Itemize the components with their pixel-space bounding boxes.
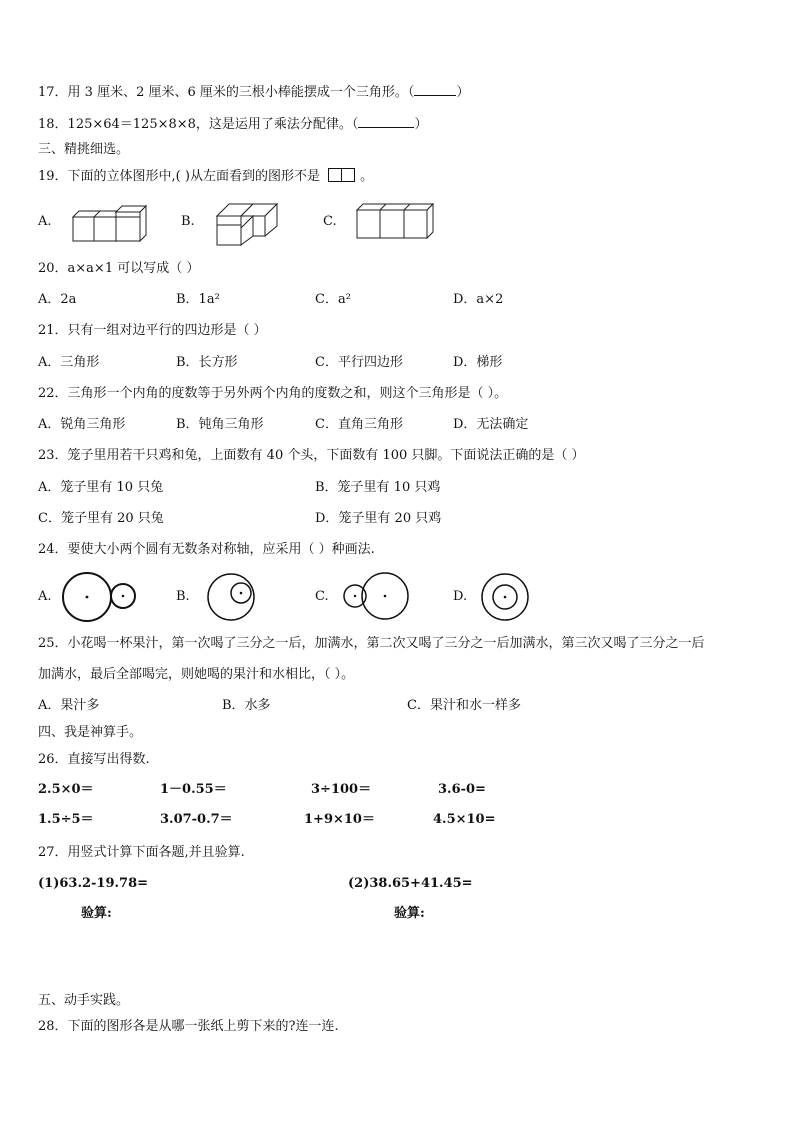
q19-option-c-label[interactable]: C. — [323, 214, 337, 229]
q23-text: 23．笼子里用若干只鸡和兔，上面数有 40 个头，下面数有 100 只脚。下面说法正确的是（ ） — [38, 448, 585, 463]
two-squares-icon — [328, 168, 356, 182]
q23-option-b[interactable]: B．笼子里有 10 只鸡 — [315, 480, 441, 495]
q25-option-a[interactable]: A．果汁多 — [38, 698, 100, 713]
q22-option-d[interactable]: D．无法确定 — [453, 417, 529, 432]
q19-line — [38, 168, 373, 185]
q25-line2: 加满水，最后全部喝完，则她喝的果汁和水相比，（ ）。 — [38, 667, 355, 682]
q26-row1-item1: 2.5×0＝ — [38, 782, 94, 797]
q18-line — [38, 115, 427, 133]
q21-option-d[interactable]: D．梯形 — [453, 355, 503, 370]
q27-item1: (1)63.2-19.78= — [38, 876, 149, 891]
q24-text: 24．要使大小两个圆有无数条对称轴，应采用（ ）种画法. — [38, 542, 375, 557]
q22-option-c[interactable]: C．直角三角形 — [315, 417, 403, 432]
q21-option-c[interactable]: C．平行四边形 — [315, 355, 403, 370]
q17-line — [38, 83, 469, 101]
q24-option-a-circles-figure — [60, 571, 140, 623]
q27-check1-label: 验算: — [81, 906, 112, 921]
q20-option-d[interactable]: D．a×2 — [453, 292, 504, 307]
q21-option-a[interactable]: A．三角形 — [38, 355, 100, 370]
q24-option-c-circles-figure — [340, 571, 412, 623]
q23-option-a[interactable]: A．笼子里有 10 只兔 — [38, 480, 164, 495]
q17-answer-blank[interactable] — [414, 83, 456, 96]
q20-text: 20．a×a×1 可以写成（ ） — [38, 261, 200, 276]
q19-option-a-label[interactable]: A. — [38, 214, 52, 229]
q20-option-a[interactable]: A．2a — [38, 292, 77, 307]
q18-answer-blank[interactable] — [358, 115, 414, 128]
q20-option-c[interactable]: C．a² — [315, 292, 351, 307]
q26-row1-item2: 1－0.55＝ — [160, 782, 227, 797]
q18-text: 18．125×64＝125×8×8，这是运用了乘法分配律。（ — [38, 117, 359, 132]
q23-option-c[interactable]: C．笼子里有 20 只兔 — [38, 511, 164, 526]
section4-title: 四、我是神算手。 — [38, 725, 143, 740]
q24-option-b-label[interactable]: B. — [176, 589, 190, 604]
section5-title: 五、动手实践。 — [38, 993, 130, 1008]
q25-option-b[interactable]: B．水多 — [222, 698, 271, 713]
q27-item2: (2)38.65+41.45= — [348, 876, 473, 891]
q19-option-c-cube-figure — [354, 200, 436, 242]
q24-option-a-label[interactable]: A. — [38, 589, 52, 604]
q18-close: ） — [414, 117, 428, 132]
q26-row2-item3: 1+9×10＝ — [304, 812, 375, 827]
q25-line1: 25．小花喝一杯果汁，第一次喝了三分之一后，加满水，第二次又喝了三分之一后加满水，第三次又喝了三分之一后 — [38, 636, 705, 651]
q21-text: 21．只有一组对边平行的四边形是（ ） — [38, 323, 267, 338]
q19-option-b-cube-figure — [213, 200, 283, 248]
q27-check2-label: 验算: — [394, 906, 425, 921]
q24-option-d-circles-figure — [478, 571, 534, 623]
q21-option-b[interactable]: B．长方形 — [176, 355, 238, 370]
q19-option-b-label[interactable]: B. — [181, 214, 195, 229]
q25-option-c[interactable]: C．果汁和水一样多 — [407, 698, 521, 713]
q22-text: 22．三角形一个内角的度数等于另外两个内角的度数之和，则这个三角形是（ ）。 — [38, 386, 508, 401]
q19-end: 。 — [360, 169, 374, 184]
q24-option-d-label[interactable]: D. — [453, 589, 468, 604]
section3-title: 三、精挑细选。 — [38, 142, 130, 157]
q26-row2-item4: 4.5×10= — [433, 812, 496, 827]
q26-text: 26．直接写出得数. — [38, 752, 150, 767]
q19-option-a-cube-figure — [68, 205, 150, 245]
q28-text: 28．下面的图形各是从哪一张纸上剪下来的?连一连. — [38, 1019, 339, 1034]
q17-close: ） — [456, 85, 470, 100]
q22-option-a[interactable]: A．锐角三角形 — [38, 417, 126, 432]
q24-option-c-label[interactable]: C. — [315, 589, 329, 604]
q26-row2-item2: 3.07-0.7＝ — [160, 812, 233, 827]
q24-option-b-circles-figure — [204, 571, 260, 623]
q26-row1-item3: 3÷100＝ — [311, 782, 372, 797]
q22-option-b[interactable]: B．钝角三角形 — [176, 417, 264, 432]
q27-text: 27．用竖式计算下面各题,并且验算. — [38, 845, 245, 860]
q19-text: 19．下面的立体图形中,( )从左面看到的图形不是 — [38, 169, 320, 184]
q17-text: 17．用 3 厘米、2 厘米、6 厘米的三根小棒能摆成一个三角形。（ — [38, 85, 415, 100]
q20-option-b[interactable]: B．1a² — [176, 292, 220, 307]
q26-row1-item4: 3.6-0= — [438, 782, 486, 797]
q23-option-d[interactable]: D．笼子里有 20 只鸡 — [315, 511, 442, 526]
q26-row2-item1: 1.5÷5＝ — [38, 812, 94, 827]
